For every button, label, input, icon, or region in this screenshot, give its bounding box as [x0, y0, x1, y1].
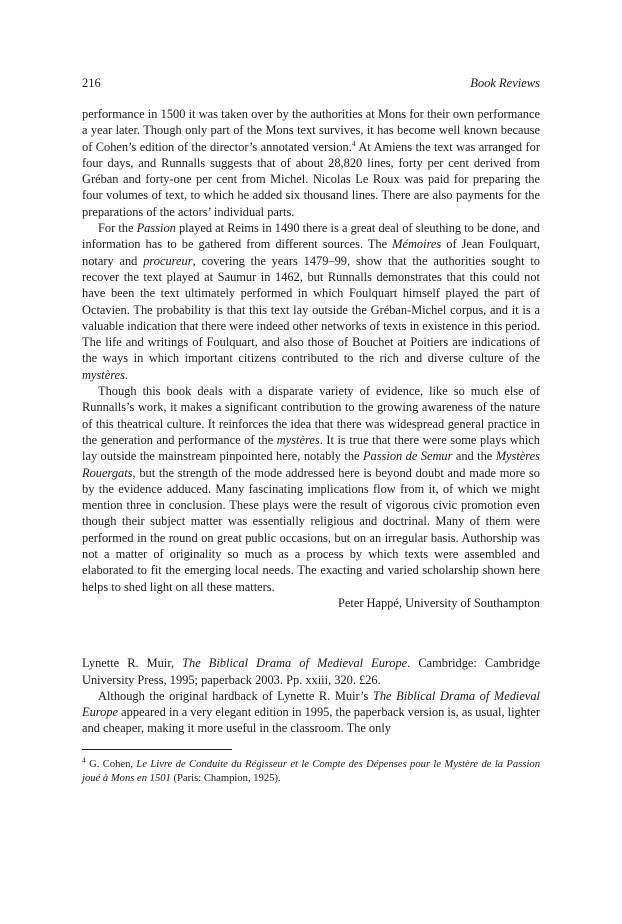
review1-paragraph-3: Though this book deals with a disparate variety of evidence, like so much else of Runnalls’s work, it makes a significant contribution to the growing awareness of the nature of this theatrical culture. It reinforces the idea that there was widespread general practice in the generation and performance of the mystères. It is true that there were some plays which lay outside the mainstream pinpointed here, notably the Passion de Semur and the Mystères Rouergats, but the strength of the mode addressed here is beyond doubt and made more so by the evidence adduced. Many fascinating implications flow from it, of which we might mention three in conclusion. These plays were the result of vigorous civic promotion even though their subject matter was essentially religious and doctrinal. Many of them were performed in the round on great public occasions, but on an irregular basis. Authorship was not a matter of originality so much as a process by which texts were assembled and elaborated to fit the emerging local needs. The exacting and varied scholarship shown here helps to shed light on all these matters. [82, 384, 540, 594]
footnote-divider [82, 749, 232, 750]
footnote-4: $^4$ G. Cohen, Le Livre de Conduite du Régisseur et le Compte des Dépenses pour le Mystère de la Passion joué à Mons en 1501 (Paris: Champion, 1925). [82, 755, 540, 784]
review2-paragraph-1: Although the original hardback of Lynette R. Muir’s The Biblical Drama of Medieval Europe appeared in a very elegant edition in 1995, the paperback version is, as usual, lighter and cheaper, making it more useful in the classroom. The only [82, 688, 540, 736]
review1-paragraph-2: For the Passion played at Reims in 1490 there is a great deal of sleuthing to be done, and information has to be gathered from different sources. The Mémoires of Jean Foulquart, notary and procureur, covering the years 1479–99, show that the authorities sought to recover the text played at Saumur in 1462, but Runnalls demonstrates that this could not have been the text ultimately performed in which Foulquart himself played the part of Octavien. The probability is that this text lay outside the Gréban-Michel corpus, and it is a valuable indication that there were indeed other networks of texts in existence in this period. The life and writings of Foulquart, and also those of Bouchet at Poitiers are indications of the ways in which important citizens contributed to the rich and diverse culture of the mystères. [82, 221, 541, 382]
review2-citation: Lynette R. Muir, The Biblical Drama of Medieval Europe. Cambridge: Cambridge University Press, 1995; paperback 2003. Pp. xxiii, 320. £26. [82, 656, 540, 687]
book-page [82, 76, 540, 786]
footnote-ref-4[interactable]: 4 [351, 138, 356, 148]
review1-paragraph-1: performance in 1500 it was taken over by the authorities at Mons for their own performance a year later. Though only part of the Mons text survives, it has become well known because of Cohen’s edition of the director’s annotated version.$^4$ At Amiens the text was arranged for four days, and Runnalls suggests that of about 28,820 lines, forty per cent derived from Gréban and forty-one per cent from Michel. Nicolas Le Roux was paid for preparing the four volumes of text, to which he added six thousand lines. There are also payments for the preparations of the actors’ individual parts. [82, 107, 540, 219]
footnote-number: 4 [82, 755, 86, 765]
reviewer-signature: Peter Happé, University of Southampton [337, 595, 540, 610]
review-2 [82, 655, 540, 736]
page-number: 216 [82, 76, 101, 90]
running-title: Book Reviews [470, 76, 540, 90]
page-body [82, 106, 540, 786]
page-header [82, 76, 540, 94]
